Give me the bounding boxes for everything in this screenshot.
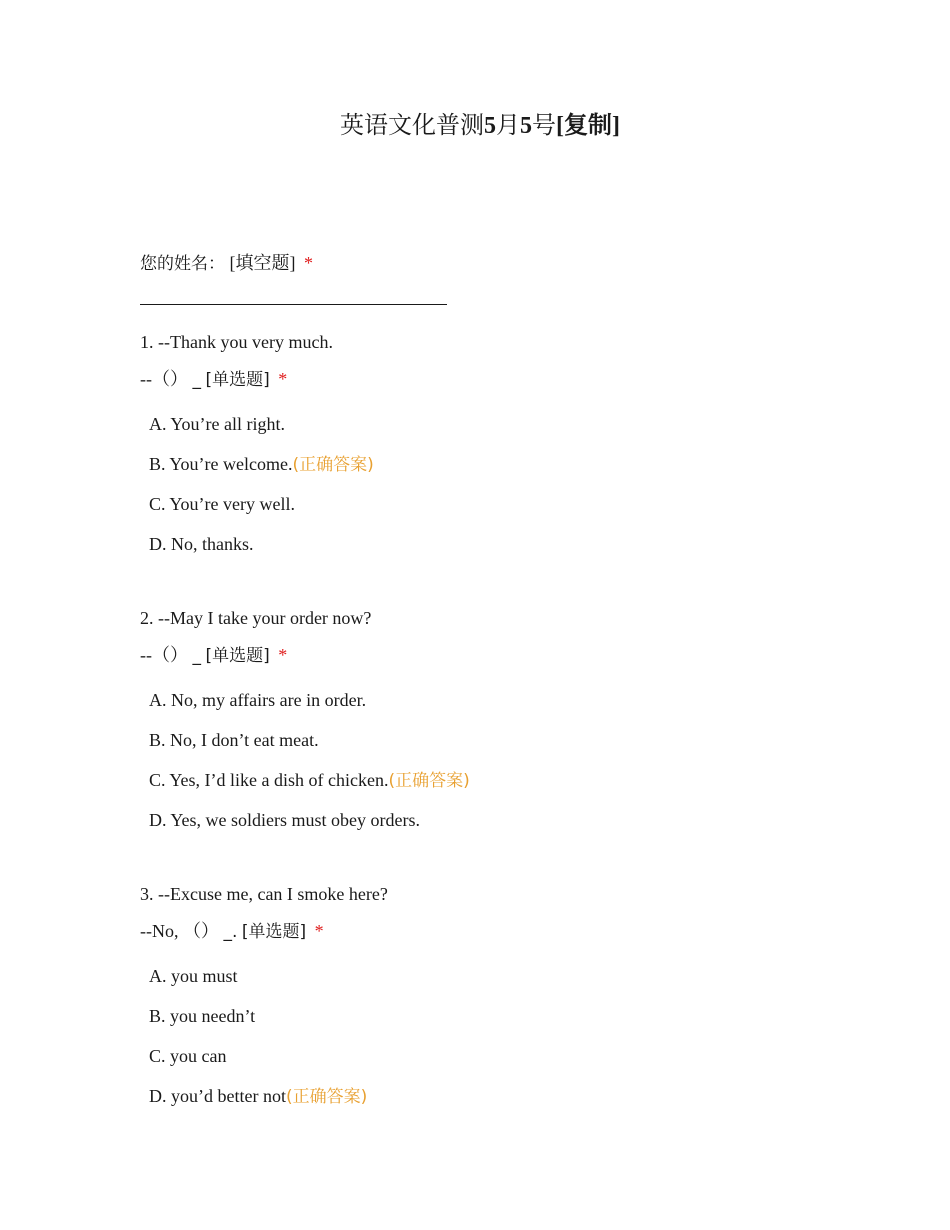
question-stem: 1. --Thank you very much. [140, 332, 333, 352]
name-question [140, 250, 313, 277]
option-a[interactable]: A. you must [149, 966, 238, 986]
required-mark: * [304, 253, 313, 273]
option-d[interactable]: D. you’d better not(正确答案) [149, 1086, 368, 1107]
name-question-type: [填空题] [229, 253, 296, 273]
prompt-text: --（） [140, 645, 188, 665]
question-prompt [140, 366, 840, 403]
name-answer-blank[interactable] [140, 304, 447, 305]
required-mark: * [314, 921, 324, 941]
name-label: 您的姓名： [140, 254, 225, 274]
option-b[interactable]: B. You’re welcome.(正确答案) [149, 454, 374, 475]
option-c[interactable]: C. You’re very well. [149, 494, 295, 514]
required-mark: * [278, 369, 288, 389]
correct-answer-tag: (正确答案) [292, 455, 374, 475]
prompt-blank: _ [192, 646, 201, 666]
title-copy-tag: [复制] [556, 113, 620, 139]
option-list [140, 963, 840, 1123]
option-d[interactable]: D. Yes, we soldiers must obey orders. [149, 810, 420, 830]
required-mark: * [278, 645, 288, 665]
option-c[interactable]: C. Yes, I’d like a dish of chicken.(正确答案) [149, 770, 470, 791]
title-number-2: 5 [520, 113, 532, 139]
prompt-text: --（） [140, 369, 188, 389]
title-number-1: 5 [484, 113, 496, 139]
option-a[interactable]: A. You’re all right. [149, 414, 285, 434]
title-month: 月 [496, 113, 520, 139]
question-prompt [140, 918, 840, 955]
correct-answer-tag: (正确答案) [285, 1087, 368, 1107]
title-prefix: 英语文化普测 [340, 113, 484, 139]
question-stem: 2. --May I take your order now? [140, 608, 372, 628]
prompt-text: --No, （） [140, 921, 219, 941]
prompt-blank: _ [192, 370, 201, 390]
option-a[interactable]: A. No, my affairs are in order. [149, 690, 367, 710]
question-1 [140, 329, 840, 571]
option-d[interactable]: D. No, thanks. [149, 534, 254, 554]
question-2 [140, 605, 840, 847]
option-b[interactable]: B. No, I don’t eat meat. [149, 730, 319, 750]
prompt-blank: _. [223, 922, 238, 942]
option-c[interactable]: C. you can [149, 1046, 227, 1066]
page-title [0, 110, 950, 142]
option-list [140, 687, 840, 847]
title-suffix: 号 [532, 113, 556, 139]
question-type: [单选题] [205, 646, 270, 666]
correct-answer-tag: (正确答案) [388, 771, 470, 791]
question-prompt [140, 642, 840, 679]
question-type: [单选题] [205, 370, 270, 390]
option-list [140, 411, 840, 571]
option-b[interactable]: B. you needn’t [149, 1006, 256, 1026]
question-3 [140, 881, 840, 1123]
question-stem: 3. --Excuse me, can I smoke here? [140, 884, 388, 904]
question-type: [单选题] [241, 922, 307, 942]
